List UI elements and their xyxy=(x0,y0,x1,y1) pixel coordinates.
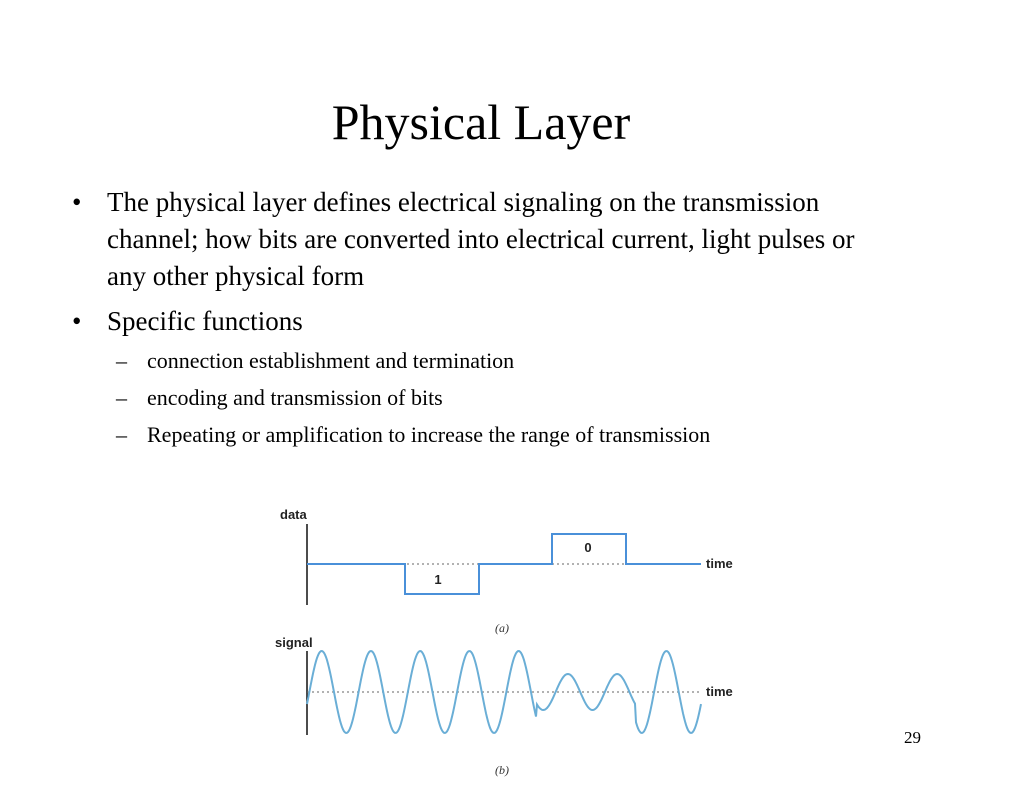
caption-b: (b) xyxy=(495,763,509,777)
sub-item-encoding xyxy=(0,383,1024,413)
dash-marker: – xyxy=(116,385,127,410)
bullet-text: The physical layer defines electrical signaling on the transmission channel; how bits are converted into electrical current, light pulses or any other physical form xyxy=(107,187,855,291)
signal-diagram xyxy=(266,500,746,791)
signal-axis-label: signal xyxy=(275,635,313,650)
time-axis-label-a: time xyxy=(706,556,733,571)
signal-figure xyxy=(266,500,746,791)
slide-title: Physical Layer xyxy=(331,94,631,150)
digital-data-line xyxy=(307,534,701,594)
bullet-list xyxy=(0,184,1024,348)
bullet-item-physical-layer-definition xyxy=(0,184,867,295)
sub-item-connection xyxy=(0,346,1024,376)
time-axis-label-b: time xyxy=(706,684,733,699)
bit-label-zero: 0 xyxy=(584,540,592,555)
bit-label-one: 1 xyxy=(434,572,442,587)
dash-marker: – xyxy=(116,422,127,447)
sub-item-text: Repeating or amplification to increase the range of transmission xyxy=(147,422,711,447)
data-axis-label: data xyxy=(280,507,307,522)
bullet-marker: • xyxy=(72,187,82,217)
caption-a: (a) xyxy=(495,621,509,635)
sub-item-text: connection establishment and termination xyxy=(147,348,515,373)
bullet-marker: • xyxy=(72,306,82,336)
bullet-item-specific-functions xyxy=(0,303,867,340)
page-number: 29 xyxy=(904,728,921,747)
bullet-text: Specific functions xyxy=(107,306,303,336)
dash-marker: – xyxy=(116,348,127,373)
sub-item-repeating xyxy=(0,420,1024,450)
sub-bullet-list xyxy=(0,346,1024,457)
sub-item-text: encoding and transmission of bits xyxy=(147,385,443,410)
